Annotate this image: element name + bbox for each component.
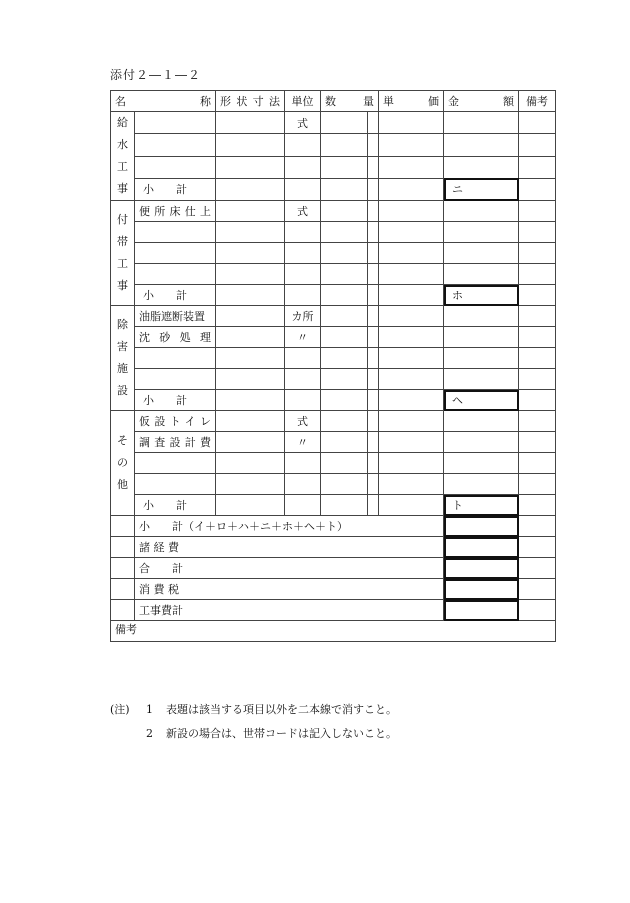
item-qty-sub <box>368 243 379 264</box>
item-name <box>135 156 216 178</box>
item-unit <box>285 134 321 156</box>
group-label-char: 害 <box>117 340 128 353</box>
item-size <box>216 156 285 178</box>
group-label-char: 工 <box>117 160 128 173</box>
group-label <box>111 306 135 411</box>
item-qty <box>321 348 368 369</box>
group-label-char: 水 <box>117 138 128 151</box>
total-blank <box>111 537 135 558</box>
total-label: 合 計 <box>135 558 444 579</box>
subtotal-amount: ニ <box>444 178 519 200</box>
total-blank <box>111 579 135 600</box>
subtotal-amount: ト <box>444 495 519 516</box>
item-name: 仮設トイレ <box>135 411 216 432</box>
table-row <box>111 243 556 264</box>
subtotal-remarks <box>519 495 556 516</box>
item-qty <box>321 453 368 474</box>
item-amount <box>444 112 519 134</box>
item-name: 調査設計費 <box>135 432 216 453</box>
item-remarks <box>519 201 556 222</box>
item-size <box>216 222 285 243</box>
item-remarks <box>519 156 556 178</box>
item-price <box>379 264 444 285</box>
header-name-left: 名 <box>115 95 126 108</box>
item-name: 沈砂処理 <box>135 327 216 348</box>
item-amount <box>444 369 519 390</box>
group-label-char: 他 <box>117 478 128 491</box>
item-qty <box>321 474 368 495</box>
item-remarks <box>519 453 556 474</box>
item-qty-sub <box>368 264 379 285</box>
item-unit <box>285 264 321 285</box>
item-remarks <box>519 112 556 134</box>
subtotal-label <box>135 390 216 411</box>
subtotal-label <box>135 285 216 306</box>
group-label-char: 事 <box>117 279 128 292</box>
group-label-char: そ <box>117 434 128 447</box>
subtotal-remarks <box>519 285 556 306</box>
estimate-table <box>110 90 556 642</box>
total-remarks <box>519 558 556 579</box>
note-number: 2 <box>146 727 153 740</box>
subtotal-qty <box>321 178 368 200</box>
total-amount <box>444 537 519 558</box>
subtotal-qty-sub <box>368 178 379 200</box>
total-amount <box>444 516 519 537</box>
item-qty-sub <box>368 432 379 453</box>
item-name <box>135 474 216 495</box>
item-unit <box>285 474 321 495</box>
table-row <box>111 134 556 156</box>
item-qty-sub <box>368 112 379 134</box>
table-row <box>111 156 556 178</box>
item-name <box>135 243 216 264</box>
header-name-right: 称 <box>200 95 211 108</box>
total-remarks <box>519 579 556 600</box>
subtotal-label <box>135 178 216 200</box>
item-price <box>379 112 444 134</box>
total-row <box>111 600 556 621</box>
item-size <box>216 134 285 156</box>
item-price <box>379 327 444 348</box>
item-remarks <box>519 327 556 348</box>
subtotal-size <box>216 178 285 200</box>
item-price <box>379 411 444 432</box>
total-amount <box>444 600 519 621</box>
item-amount <box>444 134 519 156</box>
subtotal-size <box>216 285 285 306</box>
table-row <box>111 264 556 285</box>
item-price <box>379 474 444 495</box>
total-blank <box>111 558 135 579</box>
item-qty <box>321 327 368 348</box>
item-size <box>216 411 285 432</box>
subtotal-label-a: 小 <box>143 289 154 302</box>
item-name <box>135 453 216 474</box>
item-size <box>216 201 285 222</box>
item-size <box>216 243 285 264</box>
notes <box>110 698 397 746</box>
item-price <box>379 222 444 243</box>
subtotal-qty-sub <box>368 390 379 411</box>
header-price <box>379 91 444 112</box>
total-amount <box>444 579 519 600</box>
subtotal-size <box>216 390 285 411</box>
item-size <box>216 348 285 369</box>
header-qty-right: 量 <box>363 95 374 108</box>
total-amount <box>444 558 519 579</box>
subtotal-price <box>379 178 444 200</box>
item-qty-sub <box>368 222 379 243</box>
subtotal-label-a: 小 <box>143 183 154 197</box>
subtotal-row <box>111 178 556 200</box>
item-unit: 式 <box>285 411 321 432</box>
item-amount <box>444 453 519 474</box>
subtotal-label-b: 計 <box>176 394 187 407</box>
item-unit <box>285 369 321 390</box>
header-price-right: 価 <box>428 95 439 108</box>
total-row <box>111 558 556 579</box>
item-name <box>135 112 216 134</box>
item-remarks <box>519 348 556 369</box>
item-amount <box>444 156 519 178</box>
subtotal-label <box>135 495 216 516</box>
subtotal-amount: ヘ <box>444 390 519 411</box>
group-label-char: の <box>117 456 128 469</box>
item-size <box>216 432 285 453</box>
item-qty-sub <box>368 411 379 432</box>
subtotal-row <box>111 390 556 411</box>
subtotal-label-b: 計 <box>176 499 187 512</box>
subtotal-amount: ホ <box>444 285 519 306</box>
item-qty-sub <box>368 453 379 474</box>
item-remarks <box>519 134 556 156</box>
item-amount <box>444 348 519 369</box>
item-amount <box>444 411 519 432</box>
group-label <box>111 112 135 201</box>
subtotal-qty-sub <box>368 285 379 306</box>
group-label-char: 施 <box>117 362 128 375</box>
header-amount <box>444 91 519 112</box>
remarks-cell: 備考 <box>111 621 556 642</box>
total-row <box>111 537 556 558</box>
subtotal-row <box>111 495 556 516</box>
item-amount <box>444 222 519 243</box>
table-row <box>111 411 556 432</box>
item-remarks <box>519 306 556 327</box>
table-row <box>111 348 556 369</box>
item-price <box>379 369 444 390</box>
item-qty-sub <box>368 306 379 327</box>
item-name <box>135 222 216 243</box>
table-row <box>111 432 556 453</box>
subtotal-unit <box>285 178 321 200</box>
header-qty <box>321 91 379 112</box>
subtotal-unit <box>285 495 321 516</box>
item-amount <box>444 474 519 495</box>
subtotal-qty <box>321 495 368 516</box>
note-tag: (注) <box>110 703 130 716</box>
subtotal-remarks <box>519 390 556 411</box>
total-remarks <box>519 600 556 621</box>
item-unit: カ所 <box>285 306 321 327</box>
item-qty <box>321 369 368 390</box>
item-unit <box>285 156 321 178</box>
group-label-char: 付 <box>117 213 128 226</box>
total-label: 消 費 税 <box>135 579 444 600</box>
table-row <box>111 474 556 495</box>
item-price <box>379 306 444 327</box>
item-qty <box>321 432 368 453</box>
item-name: 油脂遮断装置 <box>135 306 216 327</box>
item-remarks <box>519 474 556 495</box>
header-unit: 単位 <box>285 91 321 112</box>
group-label-char: 工 <box>117 257 128 270</box>
item-price <box>379 243 444 264</box>
item-size <box>216 264 285 285</box>
header-qty-left: 数 <box>325 95 336 108</box>
item-price <box>379 453 444 474</box>
item-remarks <box>519 264 556 285</box>
subtotal-price <box>379 390 444 411</box>
item-qty-sub <box>368 134 379 156</box>
subtotal-remarks <box>519 178 556 200</box>
group-label-char: 設 <box>117 384 128 397</box>
item-amount <box>444 306 519 327</box>
item-qty-sub <box>368 369 379 390</box>
group-label <box>111 411 135 516</box>
subtotal-label-b: 計 <box>176 289 187 302</box>
subtotal-label-b: 計 <box>176 183 187 197</box>
item-remarks <box>519 369 556 390</box>
item-unit <box>285 453 321 474</box>
total-blank <box>111 600 135 621</box>
subtotal-unit <box>285 285 321 306</box>
attachment-label: 添付２―１―２ <box>110 68 202 82</box>
subtotal-qty <box>321 285 368 306</box>
item-name <box>135 134 216 156</box>
header-size: 形状寸法 <box>216 91 285 112</box>
total-remarks <box>519 516 556 537</box>
subtotal-price <box>379 285 444 306</box>
note-row <box>110 722 397 746</box>
table-row <box>111 453 556 474</box>
subtotal-qty <box>321 390 368 411</box>
item-qty-sub <box>368 474 379 495</box>
total-label: 小 計（イ＋ロ＋ハ＋ニ＋ホ＋ヘ＋ト） <box>135 516 444 537</box>
item-unit: 式 <box>285 201 321 222</box>
group-label-char: 除 <box>117 318 128 331</box>
item-size <box>216 369 285 390</box>
item-size <box>216 306 285 327</box>
item-unit <box>285 243 321 264</box>
item-size <box>216 327 285 348</box>
item-size <box>216 453 285 474</box>
item-qty-sub <box>368 201 379 222</box>
item-amount <box>444 243 519 264</box>
group-label-char: 帯 <box>117 235 128 248</box>
note-row <box>110 698 397 722</box>
item-remarks <box>519 411 556 432</box>
item-unit <box>285 222 321 243</box>
total-remarks <box>519 537 556 558</box>
item-qty <box>321 156 368 178</box>
header-amount-right: 額 <box>503 95 514 108</box>
item-remarks <box>519 432 556 453</box>
total-label: 工事費計 <box>135 600 444 621</box>
table-row <box>111 369 556 390</box>
item-qty <box>321 134 368 156</box>
note-text: 表題は該当する項目以外を二本線で消すこと。 <box>166 703 397 716</box>
table-row <box>111 327 556 348</box>
total-row <box>111 579 556 600</box>
note-text: 新設の場合は、世帯コードは記入しないこと。 <box>166 727 397 740</box>
item-price <box>379 156 444 178</box>
header-remarks: 備考 <box>519 91 556 112</box>
subtotal-label-a: 小 <box>143 394 154 407</box>
item-unit <box>285 348 321 369</box>
item-amount <box>444 432 519 453</box>
table-row <box>111 222 556 243</box>
header-row <box>111 91 556 112</box>
item-qty <box>321 222 368 243</box>
group-label-char: 事 <box>117 182 128 195</box>
table-row <box>111 306 556 327</box>
item-size <box>216 112 285 134</box>
item-price <box>379 134 444 156</box>
item-unit: 式 <box>285 112 321 134</box>
subtotal-price <box>379 495 444 516</box>
group-label-char: 給 <box>117 116 128 129</box>
item-remarks <box>519 243 556 264</box>
item-qty <box>321 264 368 285</box>
subtotal-qty-sub <box>368 495 379 516</box>
item-remarks <box>519 222 556 243</box>
item-price <box>379 201 444 222</box>
note-tag <box>110 722 146 746</box>
item-qty <box>321 201 368 222</box>
subtotal-row <box>111 285 556 306</box>
item-amount <box>444 264 519 285</box>
item-name: 便所床仕上 <box>135 201 216 222</box>
subtotal-label-a: 小 <box>143 499 154 512</box>
remarks-row <box>111 621 556 642</box>
item-qty-sub <box>368 348 379 369</box>
item-qty <box>321 306 368 327</box>
group-label <box>111 201 135 306</box>
note-number: 1 <box>146 703 153 716</box>
item-qty-sub <box>368 327 379 348</box>
item-qty-sub <box>368 156 379 178</box>
total-blank <box>111 516 135 537</box>
item-unit: 〃 <box>285 432 321 453</box>
item-size <box>216 474 285 495</box>
item-price <box>379 432 444 453</box>
item-amount <box>444 201 519 222</box>
total-row <box>111 516 556 537</box>
header-amount-left: 金 <box>448 95 459 108</box>
item-name <box>135 264 216 285</box>
item-price <box>379 348 444 369</box>
item-name <box>135 348 216 369</box>
item-amount <box>444 327 519 348</box>
subtotal-unit <box>285 390 321 411</box>
item-qty <box>321 243 368 264</box>
estimate-table-body <box>111 91 556 642</box>
item-name <box>135 369 216 390</box>
header-price-left: 単 <box>383 95 394 108</box>
item-qty <box>321 411 368 432</box>
table-row <box>111 112 556 134</box>
header-name <box>111 91 216 112</box>
item-qty <box>321 112 368 134</box>
table-row <box>111 201 556 222</box>
total-label: 諸 経 費 <box>135 537 444 558</box>
subtotal-size <box>216 495 285 516</box>
item-unit: 〃 <box>285 327 321 348</box>
